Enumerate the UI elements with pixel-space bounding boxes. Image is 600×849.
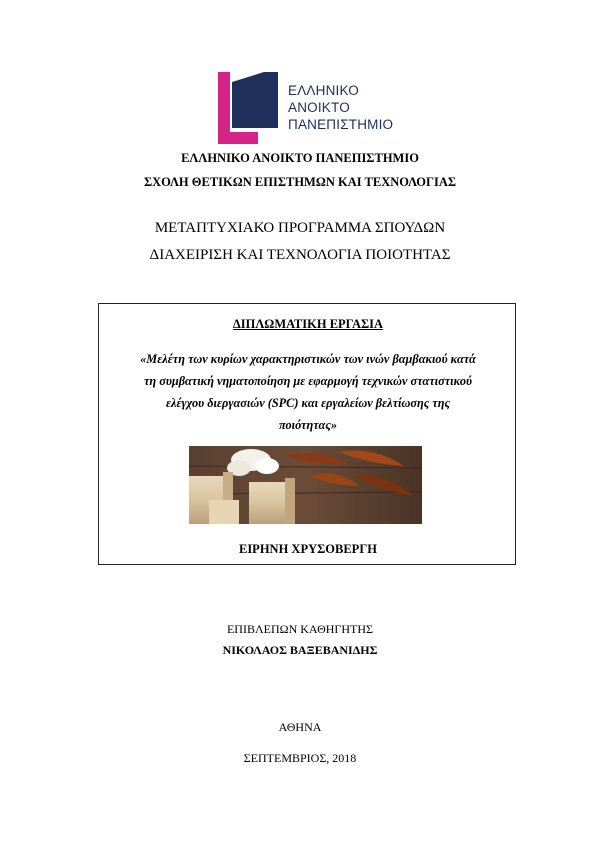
thesis-title-line: ελέγχου διεργασιών (SPC) και εργαλείων βελτίωσης της xyxy=(166,396,450,410)
cotton-spools-image xyxy=(189,446,422,524)
logo-wordmark xyxy=(288,82,393,133)
program-name: ΔΙΑΧΕΙΡΙΣΗ ΚΑΙ ΤΕΧΝΟΛΟΓΙΑ ΠΟΙΟΤΗΤΑΣ xyxy=(149,247,451,263)
logo-line-2: ΑΝΟΙΚΤΟ xyxy=(288,100,350,115)
thesis-title-line: «Μελέτη των κυρίων χαρακτηριστικών των ινών βαμβακιού κατά xyxy=(140,352,476,366)
thesis-heading: ΔΙΠΛΩΜΑΤΙΚΗ ΕΡΓΑΣΙΑ xyxy=(232,317,384,331)
logo-line-3: ΠΑΝΕΠΙΣΤΗΜΙΟ xyxy=(288,117,394,132)
supervisor-label: ΕΠΙΒΛΕΠΩΝ ΚΑΘΗΓΗΤΗΣ xyxy=(226,622,374,636)
author-name: ΕΙΡΗΝΗ ΧΡΥΣΟΒΕΡΓΗ xyxy=(238,542,377,556)
logo-line-1: ΕΛΛΗΝΙΚΟ xyxy=(288,83,359,98)
thesis-title-line: τη συμβατική νηματοποίηση με εφαρμογή τεχνικών στατιστικού xyxy=(143,374,473,388)
university-name: ΕΛΛΗΝΙΚΟ ΑΝΟΙΚΤΟ ΠΑΝΕΠΙΣΤΗΜΙΟ xyxy=(181,151,419,165)
thesis-title-line: ποιότητας» xyxy=(278,418,337,432)
supervisor-name: ΝΙΚΟΛΑΟΣ ΒΑΞΕΒΑΝΙΔΗΣ xyxy=(222,643,378,657)
city: ΑΘΗΝΑ xyxy=(278,720,322,734)
submission-date: ΣΕΠΤΕΜΒΡΙΟΣ, 2018 xyxy=(243,751,357,765)
thesis-title xyxy=(107,348,509,436)
thesis-box xyxy=(98,303,516,565)
program-type: ΜΕΤΑΠΤΥΧΙΑΚΟ ΠΡΟΓΡΑΜΜΑ ΣΠΟΥΔΩΝ xyxy=(154,220,446,236)
university-logo xyxy=(218,72,408,144)
school-name: ΣΧΟΛΗ ΘΕΤΙΚΩΝ ΕΠΙΣΤΗΜΩΝ ΚΑΙ ΤΕΧΝΟΛΟΓΙΑΣ xyxy=(143,175,457,189)
logo-mark-icon xyxy=(218,72,278,144)
